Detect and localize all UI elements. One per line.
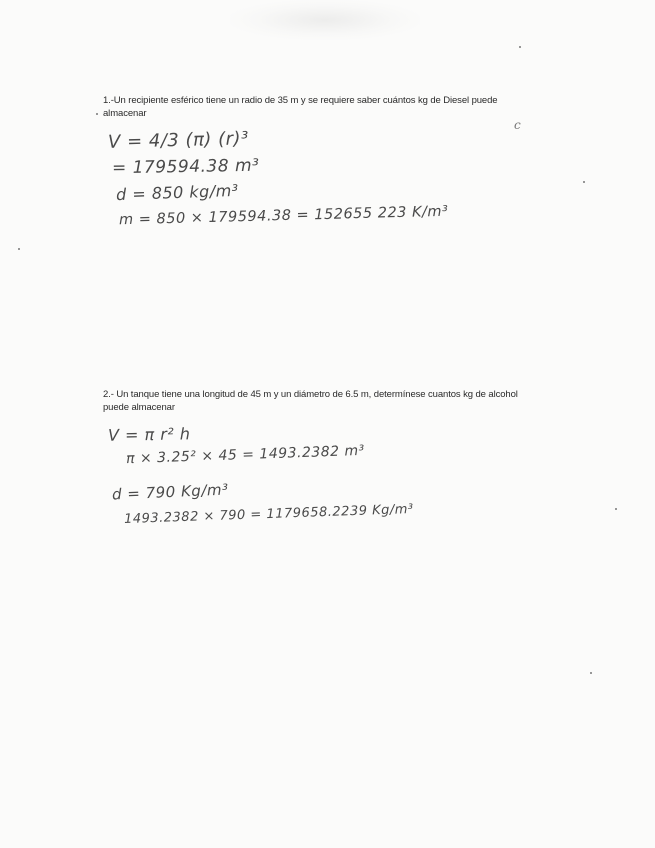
scan-speck	[615, 508, 617, 510]
scan-speck	[18, 248, 20, 250]
problem-1-line-2: almacenar	[103, 108, 147, 119]
problem-2-line-2: puede almacenar	[103, 402, 175, 413]
scan-speck	[583, 181, 585, 183]
problem-1-statement	[103, 94, 563, 120]
problem-2-statement	[103, 388, 563, 414]
scan-speck	[590, 672, 592, 674]
problem-2-work-volume-formula: V = π r² h	[107, 424, 191, 445]
problem-2-work-mass: 1493.2382 × 790 = 1179658.2239 Kg/m³	[123, 501, 414, 528]
problem-2-work-volume-calc: π × 3.25² × 45 = 1493.2382 m³	[125, 442, 366, 468]
problem-1-work-volume-formula: V = 4/3 (π) (r)³	[107, 128, 250, 153]
problem-2-work-density: d = 790 Kg/m³	[111, 480, 229, 504]
scan-speck	[519, 46, 521, 48]
problem-1-line-1: 1.-Un recipiente esférico tiene un radio de 35 m y se requiere saber cuántos kg de Diesel puede	[103, 95, 498, 106]
scan-smudge	[230, 0, 420, 40]
scan-speck	[96, 113, 98, 115]
problem-1-work-mass: m = 850 × 179594.38 = 152655 223 K/m³	[118, 203, 449, 229]
problem-1-work-density: d = 850 kg/m³	[115, 180, 239, 205]
problem-2-line-1: 2.- Un tanque tiene una longitud de 45 m y un diámetro de 6.5 m, determínese cuantos kg de alcohol	[103, 389, 518, 400]
problem-1-work-volume-result: = 179594.38 m³	[111, 155, 260, 179]
margin-mark: c	[514, 118, 521, 132]
